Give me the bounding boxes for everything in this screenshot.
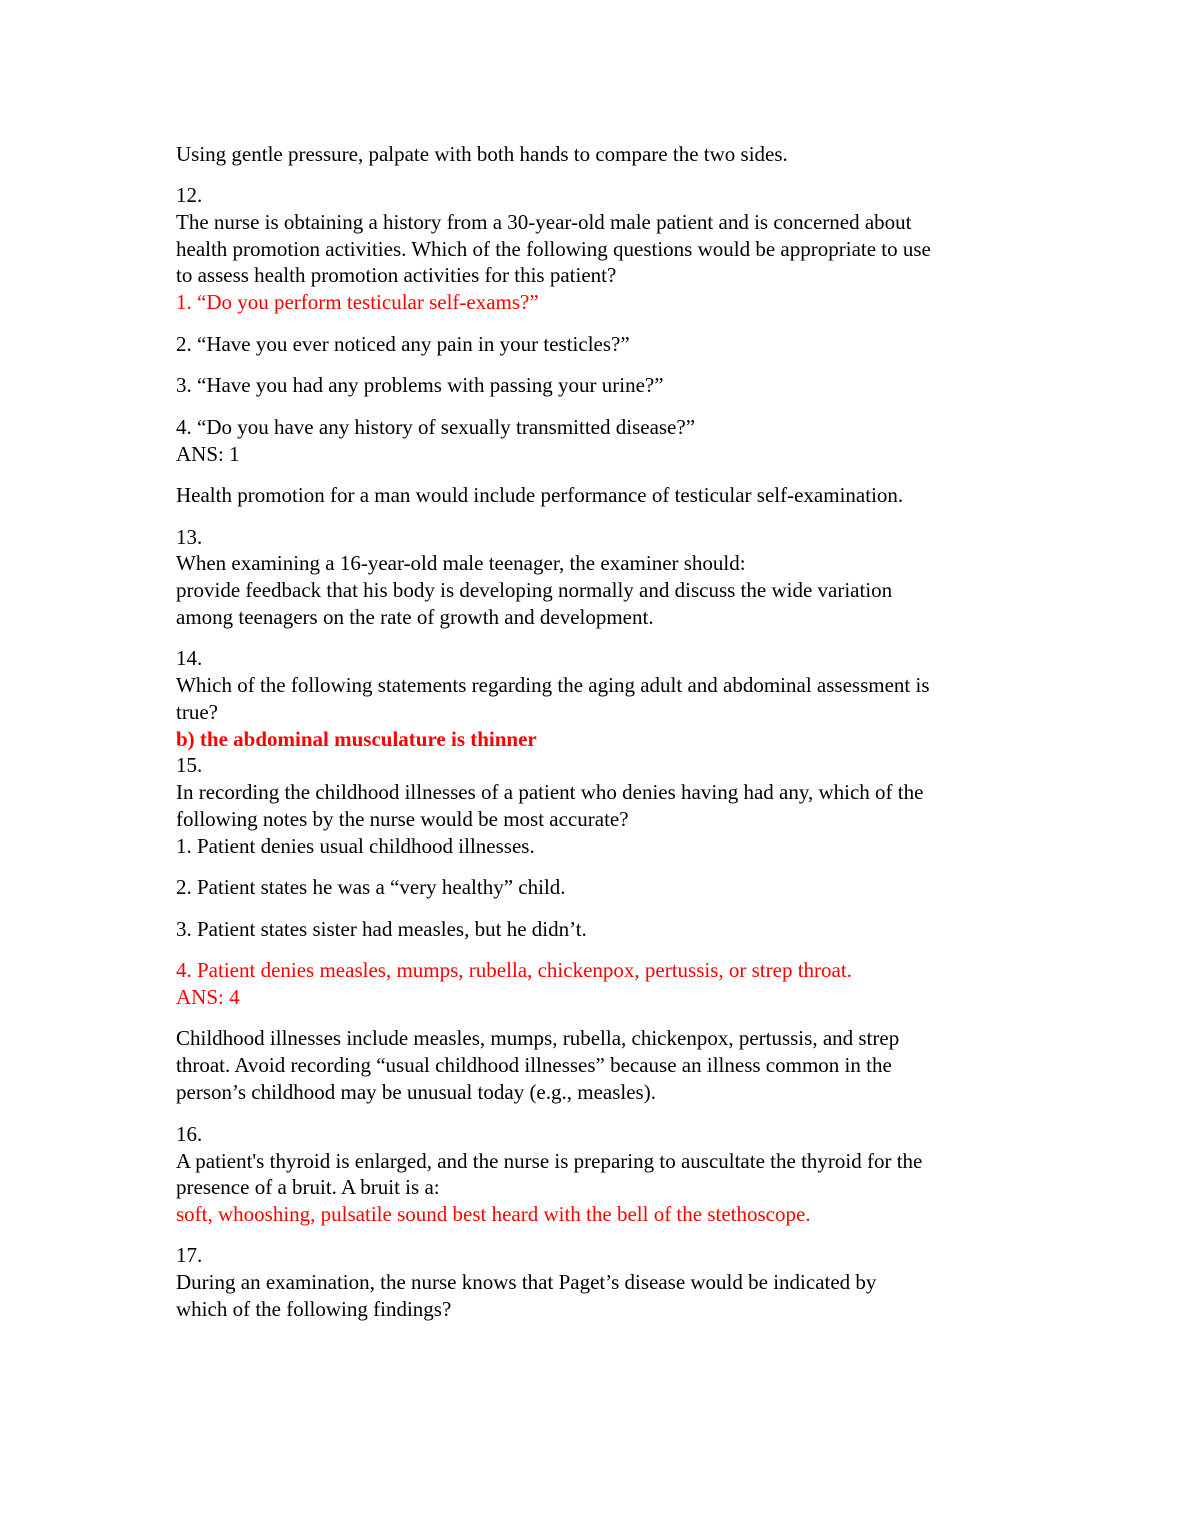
question-12-text-line-3: to assess health promotion activities for this patient? [176,263,617,287]
question-17-text-line-1: During an examination, the nurse knows that Paget’s disease would be indicated by [176,1270,877,1294]
question-15-option-2: 2. Patient states he was a “very healthy” child. [176,875,566,899]
question-14-text-line-1: Which of the following statements regarding the aging adult and abdominal assessment is [176,673,930,697]
question-15-rationale-line-2: throat. Avoid recording “usual childhood illnesses” because an illness common in the [176,1053,892,1077]
question-17-number: 17. [176,1243,203,1267]
question-12-number: 12. [176,183,203,207]
question-15-answer: ANS: 4 [176,985,240,1009]
question-15-option-1: 1. Patient denies usual childhood illnesses. [176,834,535,858]
question-13-answer-line-2: among teenagers on the rate of growth and development. [176,605,654,629]
question-13-number: 13. [176,525,203,549]
question-12-text-line-1: The nurse is obtaining a history from a 30-year-old male patient and is concerned about [176,210,912,234]
question-12-option-1-correct: 1. “Do you perform testicular self-exams?” [176,290,539,314]
question-12-answer: ANS: 1 [176,442,240,466]
question-16-number: 16. [176,1122,203,1146]
question-15-number: 15. [176,753,203,777]
question-12-text-line-2: health promotion activities. Which of the following questions would be appropriate to use [176,237,931,261]
question-14-number: 14. [176,646,203,670]
question-12-option-2: 2. “Have you ever noticed any pain in your testicles?” [176,332,630,356]
question-15-option-3: 3. Patient states sister had measles, but he didn’t. [176,917,587,941]
question-16-text-line-2: presence of a bruit. A bruit is a: [176,1175,440,1199]
question-12-rationale: Health promotion for a man would include performance of testicular self-examination. [176,483,904,507]
question-13-text: When examining a 16-year-old male teenager, the examiner should: [176,551,746,575]
question-16-answer: soft, whooshing, pulsatile sound best heard with the bell of the stethoscope. [176,1202,811,1226]
question-12-option-4: 4. “Do you have any history of sexually transmitted disease?” [176,415,696,439]
question-15-rationale-line-1: Childhood illnesses include measles, mumps, rubella, chickenpox, pertussis, and strep [176,1026,900,1050]
question-13-answer-line-1: provide feedback that his body is developing normally and discuss the wide variation [176,578,893,602]
question-12-option-3: 3. “Have you had any problems with passing your urine?” [176,373,664,397]
question-14-text-line-2: true? [176,700,218,724]
question-15-rationale-line-3: person’s childhood may be unusual today (e.g., measles). [176,1080,656,1104]
question-17-text-line-2: which of the following findings? [176,1297,452,1321]
question-15-option-4-correct: 4. Patient denies measles, mumps, rubella, chickenpox, pertussis, or strep throat. [176,958,852,982]
question-15-text-line-1: In recording the childhood illnesses of a patient who denies having had any, which of the [176,780,924,804]
question-14-answer: b) the abdominal musculature is thinner [176,727,537,751]
question-16-text-line-1: A patient's thyroid is enlarged, and the nurse is preparing to auscultate the thyroid for the [176,1149,923,1173]
question-15-text-line-2: following notes by the nurse would be most accurate? [176,807,629,831]
previous-rationale: Using gentle pressure, palpate with both hands to compare the two sides. [176,142,788,166]
